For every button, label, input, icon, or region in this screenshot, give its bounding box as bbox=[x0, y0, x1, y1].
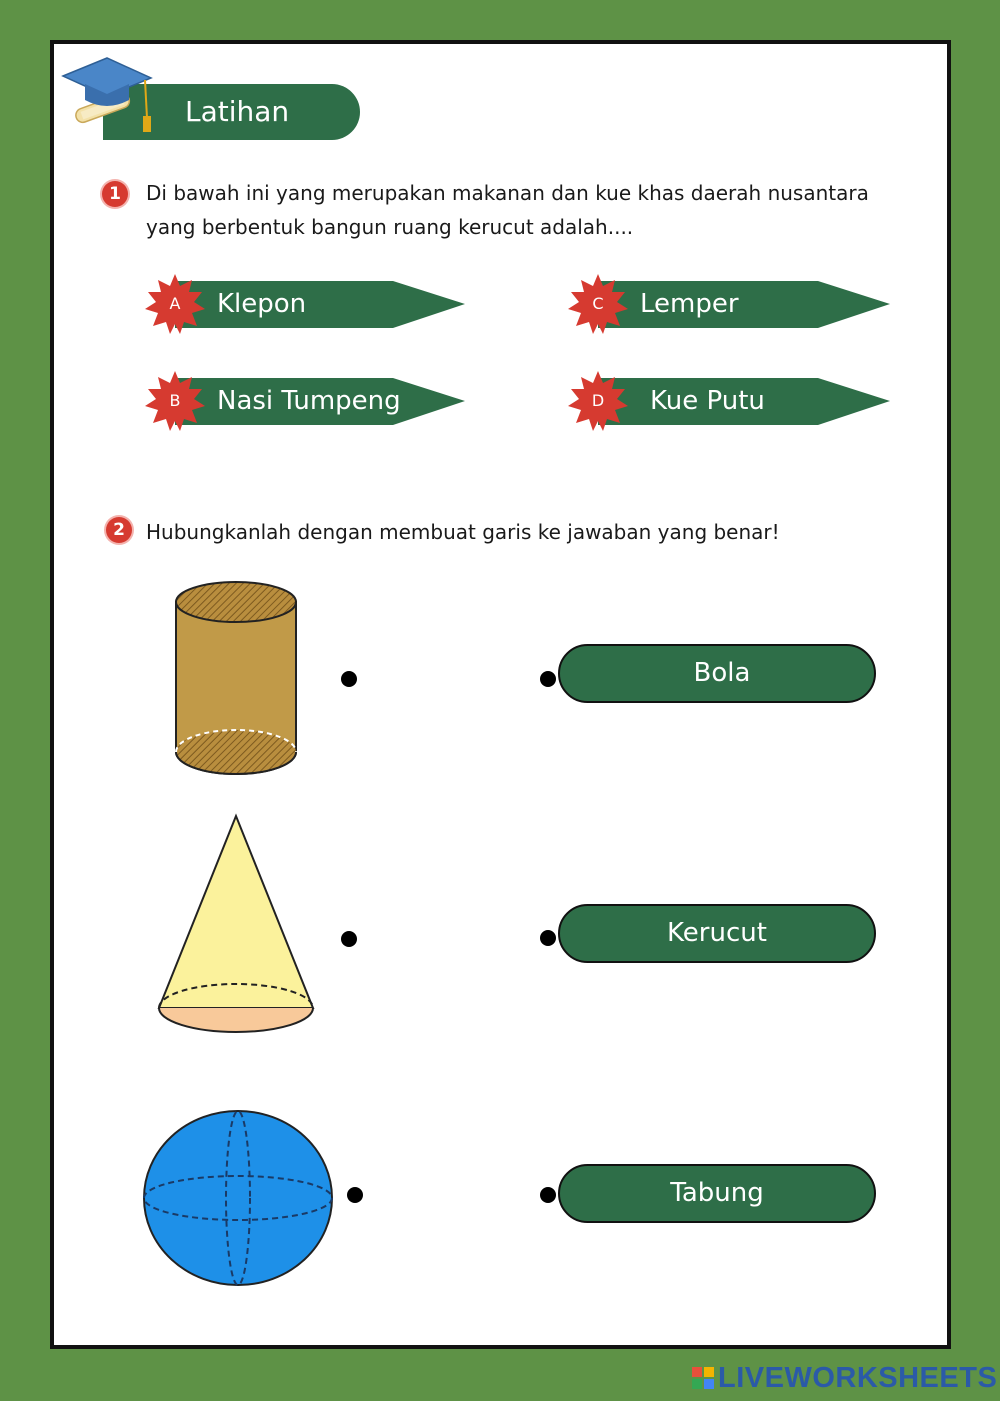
cone-icon bbox=[154, 812, 318, 1042]
option-label: Lemper bbox=[640, 289, 739, 319]
option-letter: D bbox=[591, 391, 605, 410]
option-a[interactable] bbox=[145, 274, 475, 334]
option-letter: B bbox=[169, 391, 181, 410]
question-1-number: 1 bbox=[102, 181, 128, 207]
option-label: Kue Putu bbox=[650, 386, 765, 416]
cylinder-icon bbox=[168, 580, 304, 780]
option-label: Nasi Tumpeng bbox=[217, 386, 401, 416]
option-letter: A bbox=[169, 294, 181, 313]
sphere-icon bbox=[140, 1108, 338, 1290]
option-letter: C bbox=[592, 294, 604, 313]
shape-connector-dot[interactable] bbox=[347, 1187, 363, 1203]
option-label: Klepon bbox=[217, 289, 307, 319]
option-c[interactable] bbox=[568, 274, 898, 334]
brand-name: LIVEWORKSHEETS bbox=[718, 1362, 998, 1394]
answer-bola[interactable]: Bola bbox=[558, 644, 876, 703]
section-title-text: Latihan bbox=[185, 95, 290, 128]
question-1-text-line-1: Di bawah ini yang merupakan makanan dan kue khas daerah nusantara bbox=[146, 181, 869, 205]
answer-connector-dot[interactable] bbox=[540, 671, 556, 687]
answer-tabung[interactable]: Tabung bbox=[558, 1164, 876, 1223]
shape-connector-dot[interactable] bbox=[341, 671, 357, 687]
question-2-text: Hubungkanlah dengan membuat garis ke jawaban yang benar! bbox=[146, 520, 780, 544]
option-b[interactable] bbox=[145, 371, 475, 431]
question-2-number: 2 bbox=[106, 517, 132, 543]
graduation-cap-icon bbox=[55, 48, 155, 138]
answer-kerucut[interactable]: Kerucut bbox=[558, 904, 876, 963]
answer-connector-dot[interactable] bbox=[540, 930, 556, 946]
question-1-text-line-2: yang berbentuk bangun ruang kerucut adalah.... bbox=[146, 215, 634, 239]
option-d[interactable] bbox=[568, 371, 898, 431]
shape-connector-dot[interactable] bbox=[341, 931, 357, 947]
answer-connector-dot[interactable] bbox=[540, 1187, 556, 1203]
